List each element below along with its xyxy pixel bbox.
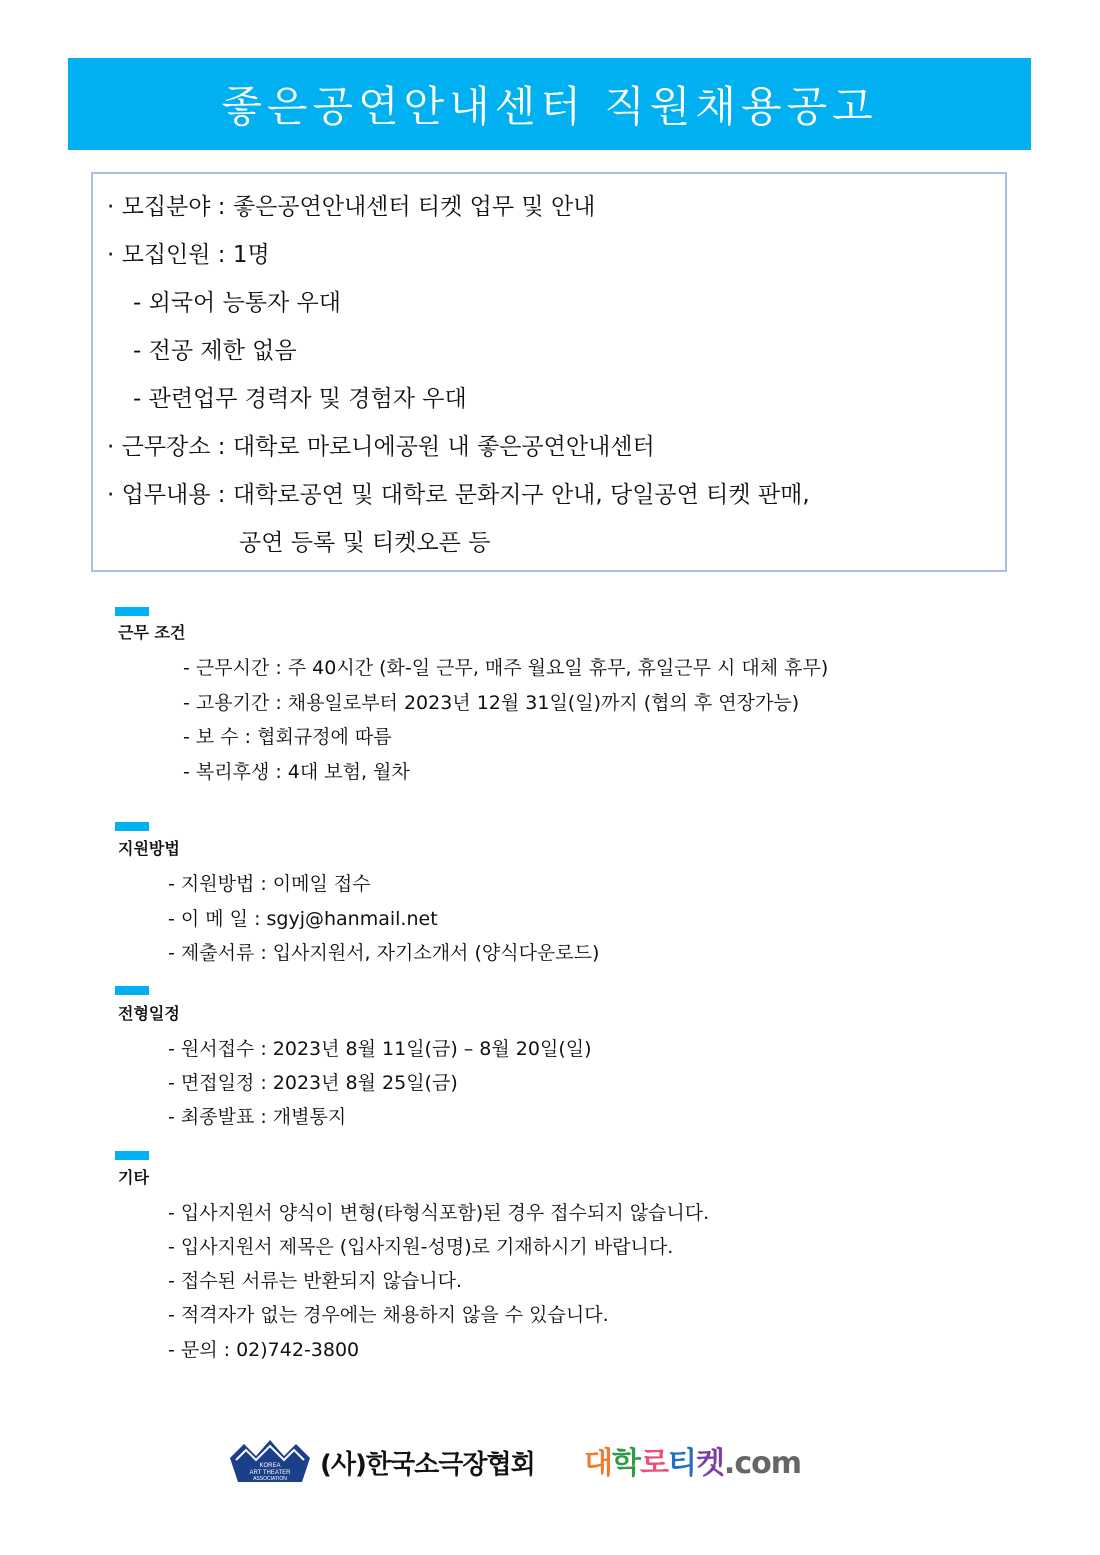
- etc-note: - 입사지원서 양식이 변형(타형식포함)된 경우 접수되지 않습니다.: [168, 1202, 710, 1224]
- etc-note: - 적격자가 없는 경우에는 채용하지 않을 수 있습니다.: [168, 1304, 609, 1326]
- schedule-interview: - 면접일정 : 2023년 8월 25일(금): [168, 1072, 458, 1094]
- korea-small-theater-association-logo: [226, 1436, 535, 1488]
- summary-box: [91, 172, 1007, 572]
- employment-period: - 고용기간 : 채용일로부터 2023년 12월 31일(일)까지 (협의 후 연장가능): [183, 692, 800, 714]
- logo-char: 로: [639, 1446, 668, 1481]
- summary-sub-item: - 외국어 능통자 우대: [133, 290, 341, 316]
- section-title-etc: 기타: [118, 1168, 149, 1187]
- schedule-announcement: - 최종발표 : 개별통지: [168, 1106, 347, 1128]
- section-marker: [115, 607, 149, 616]
- logo-char: 켓: [695, 1446, 724, 1481]
- work-hours: - 근무시간 : 주 40시간 (화-일 근무, 매주 월요일 휴무, 휴일근무 시 대체 휴무): [183, 657, 829, 679]
- page-title: 좋은공연안내센터 직원채용공고: [68, 58, 1031, 150]
- etc-contact: - 문의 : 02)742-3800: [168, 1339, 360, 1361]
- section-title-work: 근무 조건: [118, 623, 186, 642]
- apply-method: - 지원방법 : 이메일 접수: [168, 873, 371, 895]
- etc-note: - 접수된 서류는 반환되지 않습니다.: [168, 1270, 463, 1292]
- emblem-text-line: KOREA: [259, 1463, 281, 1469]
- benefits: - 복리후생 : 4대 보험, 월차: [183, 761, 410, 783]
- summary-sub-item: - 관련업무 경력자 및 경험자 우대: [133, 386, 467, 412]
- section-marker: [115, 986, 149, 995]
- summary-field: · 모집분야 : 좋은공연안내센터 티켓 업무 및 안내: [107, 194, 596, 220]
- daehakro-ticket-logo: [584, 1438, 801, 1482]
- emblem-text-line: ASSOCIATION: [253, 1476, 287, 1482]
- summary-duties: · 업무내용 : 대학로공연 및 대학로 문화지구 안내, 당일공연 티켓 판매,: [107, 482, 810, 508]
- association-name: (사)한국소극장협회: [320, 1449, 535, 1480]
- logo-char: 대: [584, 1446, 612, 1481]
- apply-documents: - 제출서류 : 입사지원서, 자기소개서 (양식다운로드): [168, 942, 600, 964]
- salary: - 보 수 : 협회규정에 따름: [183, 726, 392, 748]
- summary-duties-cont: 공연 등록 및 티켓오픈 등: [239, 530, 491, 556]
- logo-domain: .com: [723, 1446, 801, 1481]
- section-marker: [115, 822, 149, 831]
- emblem-text-line: ART THEATER: [249, 1470, 291, 1476]
- summary-sub-item: - 전공 제한 없음: [133, 338, 297, 364]
- section-title-schedule: 전형일정: [118, 1004, 180, 1023]
- etc-note: - 입사지원서 제목은 (입사지원-성명)로 기재하시기 바랍니다.: [168, 1236, 674, 1258]
- logo-char: 학: [611, 1446, 640, 1481]
- summary-count: · 모집인원 : 1명: [107, 242, 270, 268]
- summary-location: · 근무장소 : 대학로 마로니에공원 내 좋은공연안내센터: [107, 434, 655, 460]
- logo-char: 티: [667, 1446, 696, 1481]
- section-marker: [115, 1151, 149, 1160]
- theater-crown-icon: [226, 1436, 314, 1488]
- apply-email: - 이 메 일 : sgyj@hanmail.net: [168, 908, 438, 930]
- footer: [0, 1428, 1100, 1498]
- schedule-application: - 원서접수 : 2023년 8월 11일(금) – 8월 20일(일): [168, 1038, 592, 1060]
- section-title-apply: 지원방법: [118, 839, 180, 858]
